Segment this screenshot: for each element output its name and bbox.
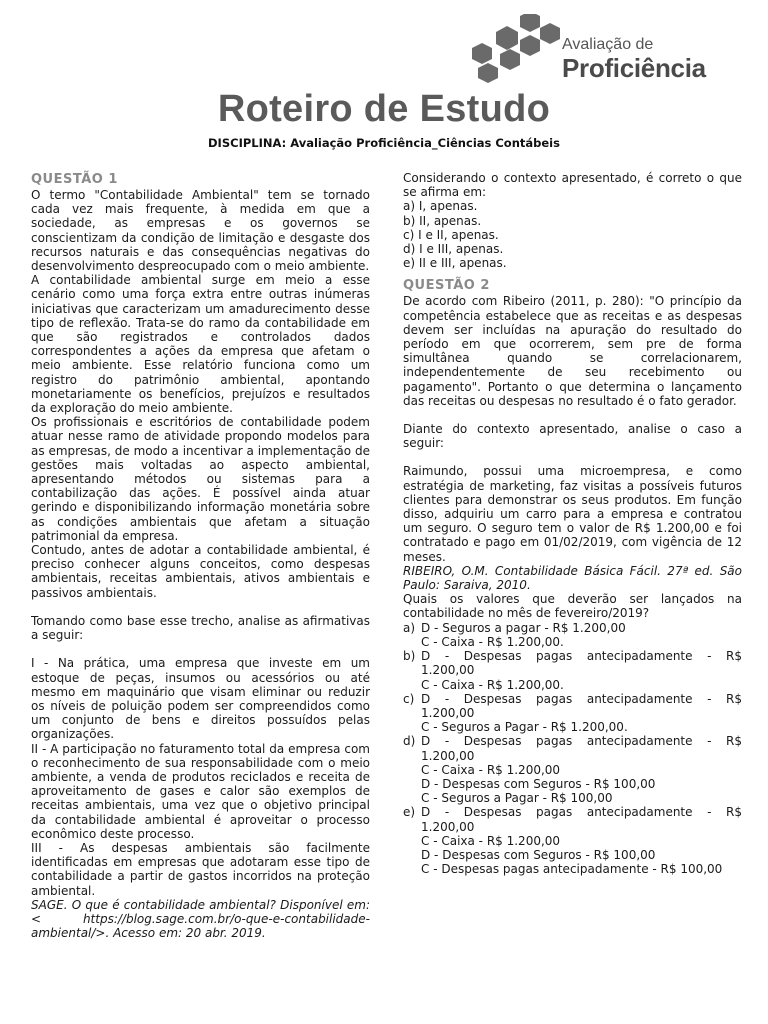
left-column xyxy=(31,172,370,940)
q2-answer-c xyxy=(403,692,742,735)
answer-label: d) xyxy=(403,734,416,749)
page-title: Roteiro de Estudo xyxy=(217,88,551,130)
q2-case: Raimundo, possui uma microempresa, e como estratégia de marketing, faz visitas a possíveis futuros clientes para demonstrar os seus produtos. Em função disso, adquiriu um carro para a empresa e contratou um seguro. O seguro tem o valor de R$ 1.200,00 e foi contratado e pago em 01/02/2019, com vigência de 12 meses. xyxy=(403,464,742,564)
discipline-subtitle: DISCIPLINA: Avaliação Proficiência_Ciências Contábeis xyxy=(208,136,560,150)
answer-line: C - Caixa - R$ 1.200,00 xyxy=(421,833,561,848)
q1-option-e: e) II e III, apenas. xyxy=(403,256,507,271)
answer-line: C - Despesas pagas antecipadamente - R$ 100,00 xyxy=(421,862,723,877)
q1-reference: SAGE. O que é contabilidade ambiental? Disponível em:< https://blog.sage.com.br/o-que-e-contabilidade-ambiental/>. Acesso em: 20 abr. 2019. xyxy=(31,897,370,941)
question-2-heading: QUESTÃO 2 xyxy=(403,278,490,294)
q2-intro: De acordo com Ribeiro (2011, p. 280): "O princípio da competência estabelece que as receitas e as despesas devem ser incluídas na apuração do resultado do período em que ocorrerem, sem pre de forma simultânea quando se correlacionarem, independentemente de seu recebimento ou pagamento". Portanto o que determina o lançamento das receitas ou despesas no resultado é o fato gerador. xyxy=(403,294,742,408)
brand-main-line: Proficiência xyxy=(562,53,706,83)
q2-answer-d xyxy=(403,734,742,805)
answer-label: b) xyxy=(403,649,416,664)
q2-answer-a xyxy=(403,621,742,649)
answer-line: C - Caixa - R$ 1.200,00. xyxy=(421,677,564,692)
answer-line: D - Despesas com Seguros - R$ 100,00 xyxy=(421,776,656,791)
q1-paragraph: Contudo, antes de adotar a contabilidade ambiental, é preciso conhecer alguns conceitos, como despesas ambientais, receitas ambientais, ativos ambientais e passivos ambientais. xyxy=(31,543,370,600)
q1-statement: I - Na prática, uma empresa que investe em um estoque de peças, insumos ou acessórios ou até mesmo em maquinário que visam eliminar ou reduzir os níveis de poluição podem ser compreendidos como um conjunto de bens e direitos possuídos pelas organizações. xyxy=(31,656,370,742)
answer-line: D - Despesas pagas antecipadamente - R$ xyxy=(421,805,742,820)
answer-line: D - Seguros a pagar - R$ 1.200,00 xyxy=(421,620,626,635)
answer-label: e) xyxy=(403,805,416,820)
q1-option-b: b) II, apenas. xyxy=(403,213,482,228)
q2-reference: RIBEIRO, O.M. Contabilidade Básica Fácil. 27ª ed. São Paulo: Saraiva, 2010. xyxy=(403,563,742,593)
answer-line: C - Seguros a Pagar - R$ 100,00 xyxy=(421,791,613,806)
right-column xyxy=(403,171,742,876)
q1-option-a: a) I, apenas. xyxy=(403,199,478,214)
hexagon-cluster-icon xyxy=(458,14,562,88)
q1-statement: II - A participação no faturamento total da empresa com o reconhecimento de sua responsabilidade com o meio ambiente, a venda de produtos reciclados e receita de aproveitamento de gases e calor são exemplos de receitas ambientais, uma vez que o objetivo principal da contabilidade ambiental é aproveitar o processo econômico deste processo. xyxy=(31,741,370,841)
q2-answer-b xyxy=(403,649,742,692)
answer-line: D - Despesas pagas antecipadamente - R$ xyxy=(421,691,742,706)
q1-paragraph: O termo "Contabilidade Ambiental" tem se tornado cada vez mais frequente, à medida em que a sociedade, as empresas e os governos se conscientizam da condição de limitação e desgaste dos recursos naturais e das consequências negativas do desenvolvimento despreocupado com o meio ambiente. xyxy=(31,188,370,274)
q1-statement: III - As despesas ambientais são facilmente identificadas em empresas que adotaram esse tipo de contabilidade a partir de gastos incorridos na proteção ambiental. xyxy=(31,840,370,898)
q2-prompt: Diante do contexto apresentado, analise o caso a seguir: xyxy=(403,422,742,451)
q1-option-c: c) I e II, apenas. xyxy=(403,227,499,242)
answer-line: D - Despesas pagas antecipadamente - R$ xyxy=(421,649,742,664)
q2-question: Quais os valores que deverão ser lançados na contabilidade no mês de fevereiro/2019? xyxy=(403,592,742,621)
brand-top-line: Avaliação de xyxy=(562,36,654,53)
q1-option-d: d) I e III, apenas. xyxy=(403,242,504,257)
q1-paragraph: Os profissionais e escritórios de contabilidade podem atuar nesse ramo de atividade propondo modelos para as empresas, de modo a incentivar a implementação de gestões mais voltadas ao aspecto ambiental, apresentando métodos ou sistemas para a contabilização das ações. É possível ainda atuar gerindo e disponibilizando informação monetária sobre as condições ambientais que afetam a situação patrimonial da empresa. xyxy=(31,415,370,543)
answer-line: C - Caixa - R$ 1.200,00. xyxy=(421,634,564,649)
brand-logo xyxy=(458,14,728,88)
answer-line: 1.200,00 xyxy=(421,705,475,720)
answer-line: D - Despesas pagas antecipadamente - R$ xyxy=(421,734,742,749)
answer-line: C - Caixa - R$ 1.200,00 xyxy=(421,762,561,777)
answer-label: a) xyxy=(403,620,416,635)
q1-paragraph: A contabilidade ambiental surge em meio a esse cenário como uma força extra entre outras inúmeras iniciativas que caracterizam um amadurecimento desse tipo de reflexão. Trata-se do ramo da contabilidade em que são registrados e controlados dados correspondentes a ações da empresa que afetam o meio ambiente. Esse relatório funciona como um registro do patrimônio ambiental, apontando monetariamente os benefícios, prejuízos e resultados da exploração do meio ambiente. xyxy=(31,273,370,416)
answer-line: C - Seguros a Pagar - R$ 1.200,00. xyxy=(421,720,628,735)
q1-question: Considerando o contexto apresentado, é correto o que se afirma em: xyxy=(403,171,742,200)
q2-answer-e xyxy=(403,805,742,876)
answer-line: 1.200,00 xyxy=(421,663,475,678)
answer-line: 1.200,00 xyxy=(421,819,475,834)
answer-line: 1.200,00 xyxy=(421,748,475,763)
q1-prompt: Tomando como base esse trecho, analise as afirmativas a seguir: xyxy=(31,613,370,643)
answer-label: c) xyxy=(403,691,415,706)
question-1-heading: QUESTÃO 1 xyxy=(31,172,118,187)
answer-line: D - Despesas com Seguros - R$ 100,00 xyxy=(421,847,656,862)
